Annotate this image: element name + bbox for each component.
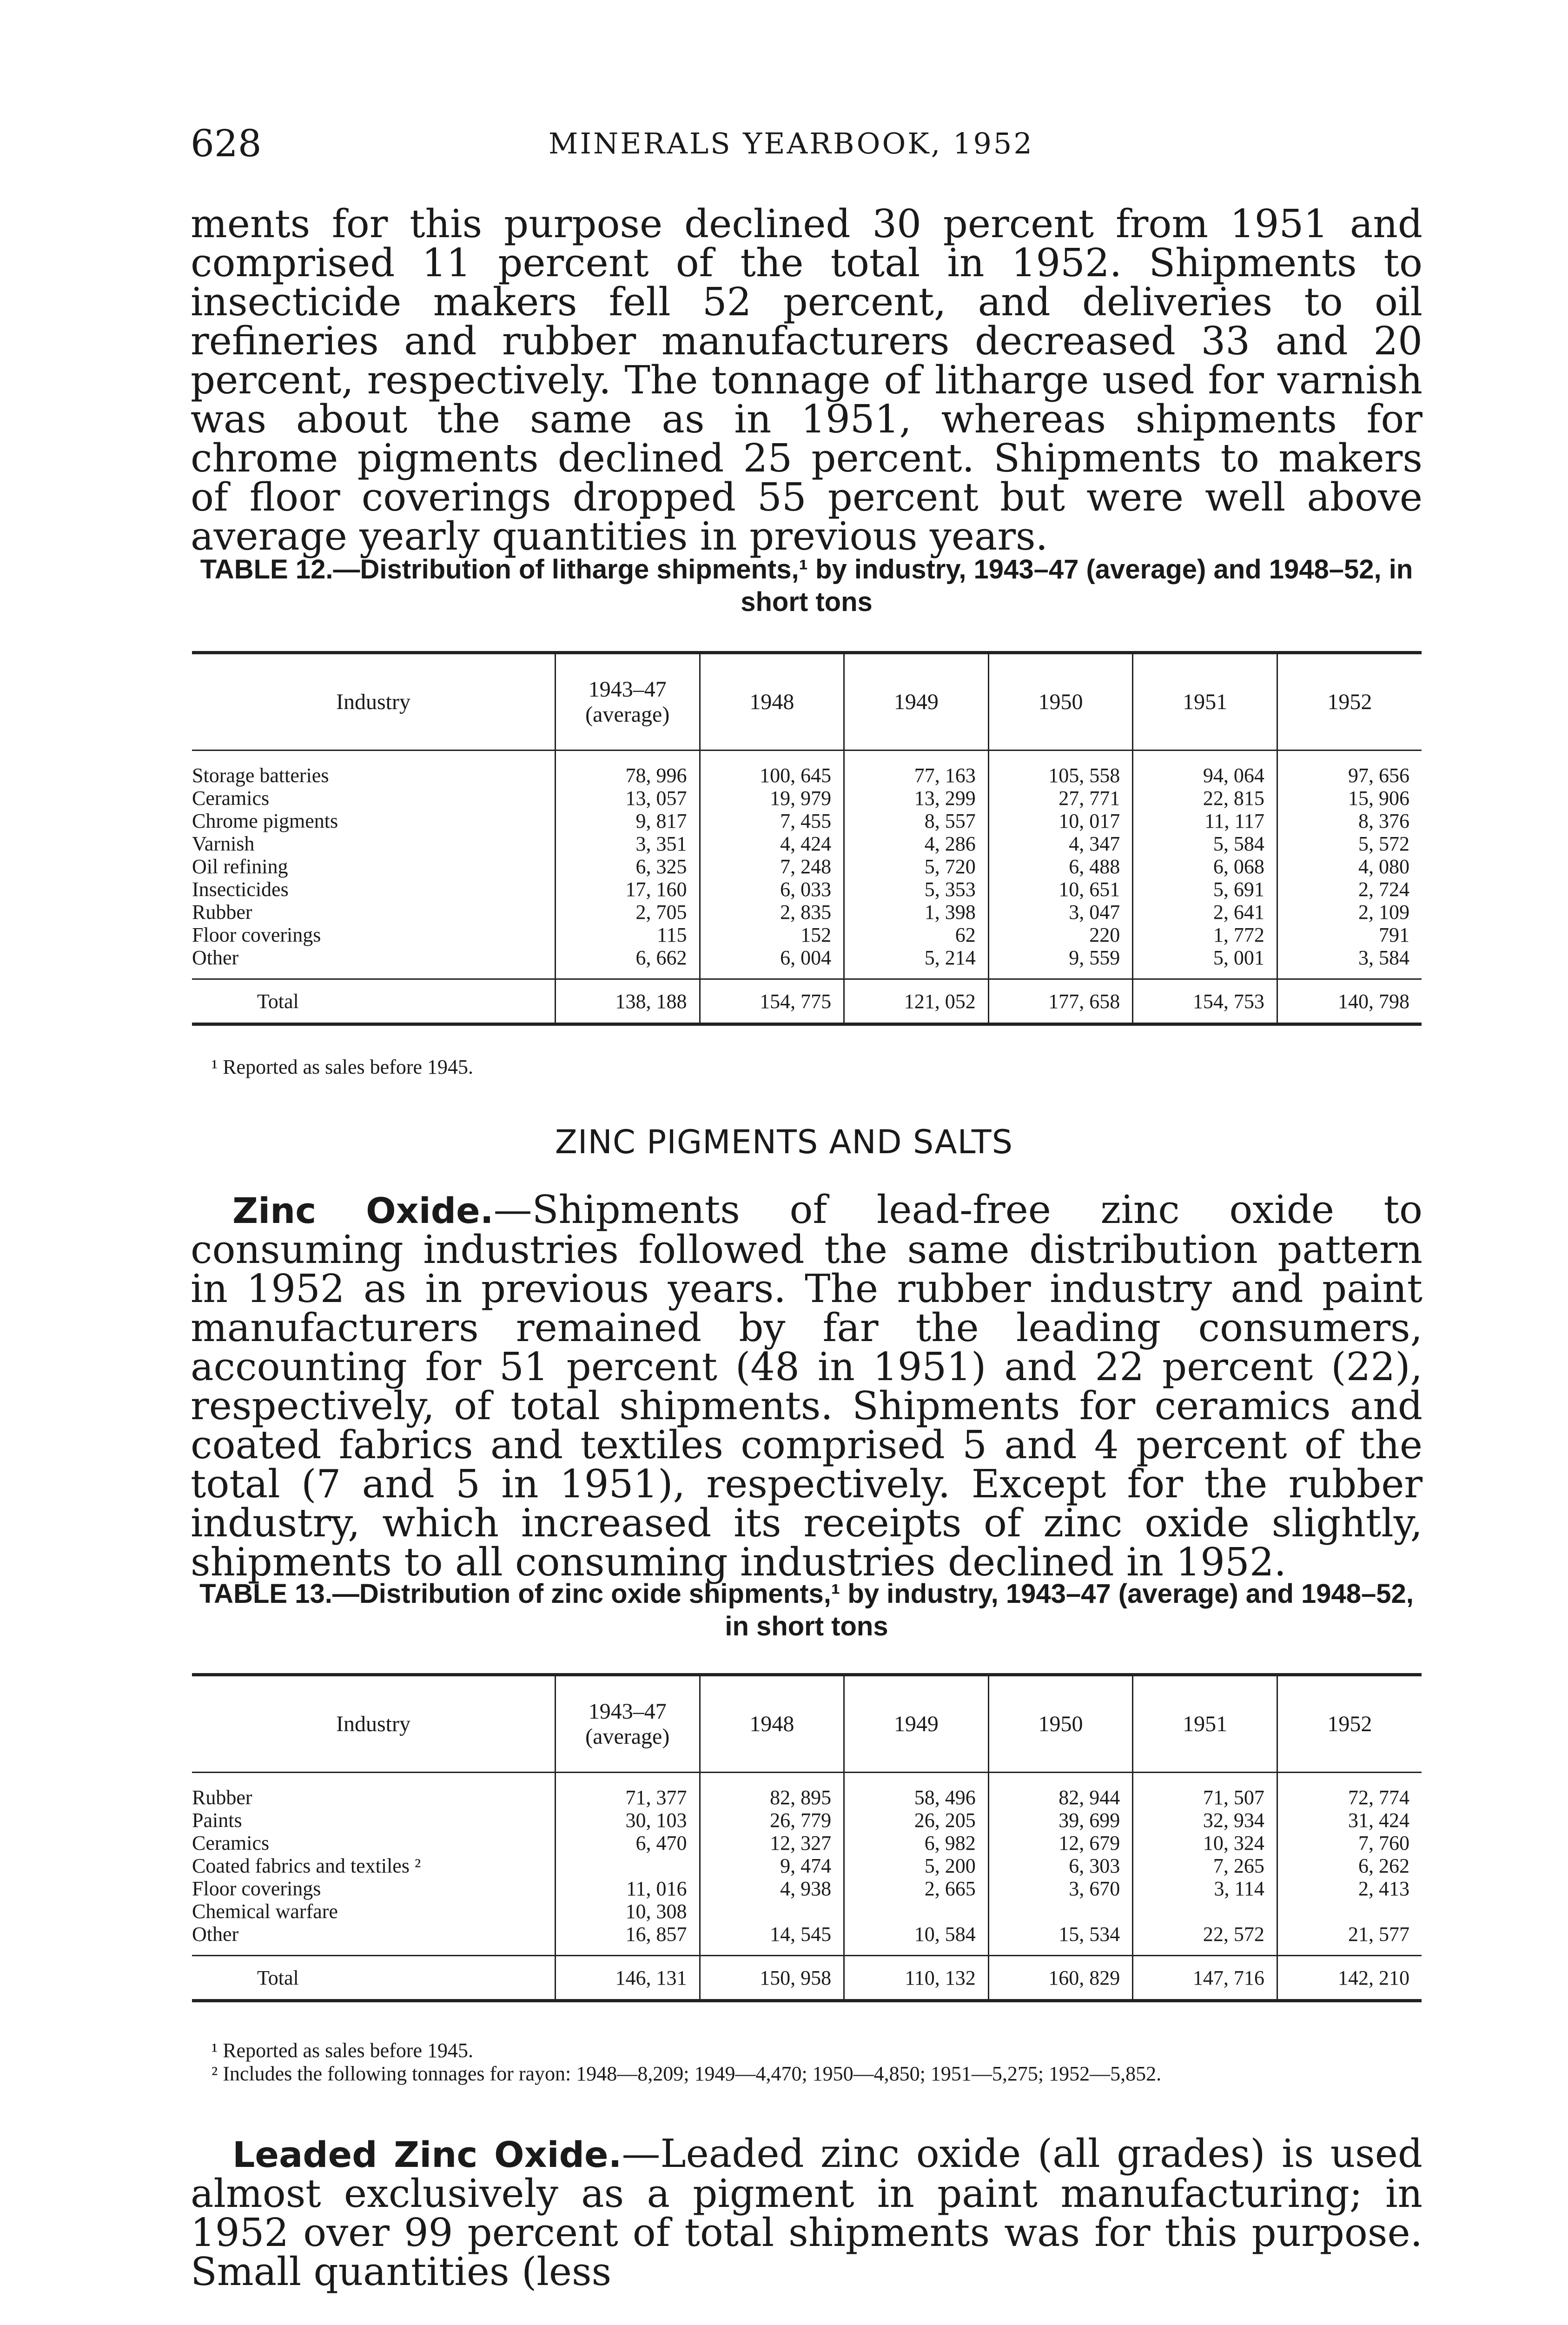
table-cell: 154, 775 <box>700 979 844 1024</box>
table12-footnote: ¹ Reported as sales before 1945. <box>212 1056 474 1078</box>
table-total-row <box>192 1956 1422 2001</box>
table-cell: 94, 064 <box>1133 751 1277 787</box>
table13-footnote-1: ¹ Reported as sales before 1945. <box>212 2039 474 2062</box>
table-cell: 7, 248 <box>700 855 844 878</box>
table-cell: Floor coverings <box>192 1877 321 1900</box>
table-cell: 71, 507 <box>1133 1773 1277 1809</box>
table-cell: Coated fabrics and textiles ² <box>192 1854 421 1877</box>
table-row <box>192 1877 1422 1900</box>
table-cell: 13, 057 <box>555 787 700 810</box>
table-cell: 160, 829 <box>988 1956 1133 2001</box>
table-cell: 15, 906 <box>1277 787 1422 810</box>
table-row <box>192 901 1422 923</box>
table-cell: 4, 424 <box>700 832 844 855</box>
column-header: 1943–47 (average) <box>555 653 700 751</box>
leaded-zinc-oxide-text: —Leaded zinc oxide (all grades) is used almost exclusively as a pigment in paint manufacturing; in 1952 over 99 percent of total shipments was for this purpose. Small quantities (less <box>191 2131 1422 2294</box>
table-cell: 5, 200 <box>844 1854 989 1877</box>
table-row <box>192 810 1422 832</box>
table-cell: 11, 016 <box>555 1877 700 1900</box>
table-cell: Varnish <box>192 832 255 855</box>
leaded-zinc-oxide-paragraph <box>191 2131 1422 2294</box>
table-cell: 58, 496 <box>844 1773 989 1809</box>
table12 <box>192 651 1422 1026</box>
table-cell: Storage batteries <box>192 764 329 787</box>
leaded-zinc-oxide-lead: Leaded Zinc Oxide. <box>232 2134 622 2175</box>
table-cell <box>555 1854 700 1877</box>
table-cell: 10, 651 <box>988 878 1133 901</box>
intro-paragraph: ments for this purpose declined 30 percent from 1951 and comprised 11 percent of the total in 1952. Shipments to insecticide makers fell 52 percent, and deliveries to oil refineries and rubber manufacturers decreased 33 and 20 percent, respectively. The tonnage of litharge used for varnish was about the same as in 1951, whereas shipments for chrome pigments declined 25 percent. Shipments to makers of floor coverings dropped 55 percent but were well above average yearly quantities in previous years. <box>191 201 1422 559</box>
table-cell: 2, 665 <box>844 1877 989 1900</box>
table-cell: 4, 286 <box>844 832 989 855</box>
table-row <box>192 1854 1422 1877</box>
table-cell: 121, 052 <box>844 979 989 1024</box>
table-cell <box>700 1900 844 1923</box>
table-cell: 3, 114 <box>1133 1877 1277 1900</box>
table-row <box>192 1832 1422 1854</box>
column-header: 1943–47 (average) <box>555 1675 700 1773</box>
table-cell: 2, 641 <box>1133 901 1277 923</box>
table-total-row <box>192 979 1422 1024</box>
table-cell: 2, 835 <box>700 901 844 923</box>
column-header: 1950 <box>988 1675 1133 1773</box>
table-cell: 9, 474 <box>700 1854 844 1877</box>
table-cell: 22, 572 <box>1133 1923 1277 1956</box>
table-cell: 5, 584 <box>1133 832 1277 855</box>
table-cell: 147, 716 <box>1133 1956 1277 2001</box>
table-cell: 7, 265 <box>1133 1854 1277 1877</box>
table-cell: 3, 351 <box>555 832 700 855</box>
table-cell: 19, 979 <box>700 787 844 810</box>
table-cell: 177, 658 <box>988 979 1133 1024</box>
table-cell: 2, 724 <box>1277 878 1422 901</box>
table-cell: Other <box>192 1923 239 1946</box>
zinc-oxide-text: —Shipments of lead-free zinc oxide to consuming industries followed the same distribution pattern in 1952 as in previous years. The rubber industry and paint manufacturers remained by far the leading consumers, accounting for 51 percent (48 in 1951) and 22 percent (22), respectively, of total shipments. Shipments for ceramics and coated fabrics and textiles comprised 5 and 4 percent of the total (7 and 5 in 1951), respectively. Except for the rubber industry, which increased its receipts of zinc oxide slightly, shipments to all consuming industries declined in 1952. <box>191 1187 1422 1585</box>
table-cell: Total <box>192 1956 555 2001</box>
table-cell: 154, 753 <box>1133 979 1277 1024</box>
table12-caption-text: —Distribution of litharge shipments,¹ by industry, 1943–47 (average) and 1948–52, in short tons <box>333 554 1413 617</box>
table-cell: 220 <box>988 923 1133 946</box>
table-row <box>192 855 1422 878</box>
table-cell: 1, 772 <box>1133 923 1277 946</box>
table-cell: 6, 262 <box>1277 1854 1422 1877</box>
table-row <box>192 1809 1422 1832</box>
table-cell <box>1133 1900 1277 1923</box>
table-row <box>192 923 1422 946</box>
zinc-oxide-lead: Zinc Oxide. <box>232 1190 494 1231</box>
table-cell: 9, 817 <box>555 810 700 832</box>
column-header: 1952 <box>1277 1675 1422 1773</box>
table13-caption <box>193 1578 1420 1643</box>
table-cell: 3, 584 <box>1277 946 1422 979</box>
table-cell: 142, 210 <box>1277 1956 1422 2001</box>
table-cell: 100, 645 <box>700 751 844 787</box>
table-cell: 13, 299 <box>844 787 989 810</box>
column-header: 1948 <box>700 1675 844 1773</box>
table-cell: 82, 895 <box>700 1773 844 1809</box>
table-cell <box>1277 1900 1422 1923</box>
table13 <box>192 1673 1422 2002</box>
table-cell: 10, 017 <box>988 810 1133 832</box>
table-cell: 6, 662 <box>555 946 700 979</box>
table-cell: 9, 559 <box>988 946 1133 979</box>
table-cell: 105, 558 <box>988 751 1133 787</box>
table-cell: 2, 109 <box>1277 901 1422 923</box>
table-cell: 791 <box>1277 923 1422 946</box>
table-cell: Rubber <box>192 901 252 923</box>
table-cell: 150, 958 <box>700 1956 844 2001</box>
table-cell: 31, 424 <box>1277 1809 1422 1832</box>
table-row <box>192 1773 1422 1809</box>
table-cell: 78, 996 <box>555 751 700 787</box>
table-row <box>192 946 1422 979</box>
table-cell: 2, 413 <box>1277 1877 1422 1900</box>
column-header: 1951 <box>1133 653 1277 751</box>
table-cell: 10, 584 <box>844 1923 989 1956</box>
table-row <box>192 787 1422 810</box>
running-title: MINERALS YEARBOOK, 1952 <box>549 126 1034 160</box>
table-cell: 30, 103 <box>555 1809 700 1832</box>
table-cell: 5, 572 <box>1277 832 1422 855</box>
table-cell: Ceramics <box>192 787 270 810</box>
table-cell: Rubber <box>192 1786 252 1809</box>
page-number: 628 <box>191 122 262 165</box>
table-cell: 4, 938 <box>700 1877 844 1900</box>
table-row <box>192 751 1422 787</box>
table-cell: 10, 324 <box>1133 1832 1277 1854</box>
table12-caption <box>193 553 1420 618</box>
table-cell: 6, 982 <box>844 1832 989 1854</box>
table-cell: 6, 303 <box>988 1854 1133 1877</box>
table-cell: 39, 699 <box>988 1809 1133 1832</box>
table-cell: 12, 327 <box>700 1832 844 1854</box>
table-cell: 6, 068 <box>1133 855 1277 878</box>
table-cell: Other <box>192 946 239 969</box>
table-cell: 4, 347 <box>988 832 1133 855</box>
table-cell: 152 <box>700 923 844 946</box>
table-cell: 77, 163 <box>844 751 989 787</box>
table-cell: 1, 398 <box>844 901 989 923</box>
table13-label: TABLE 13. <box>199 1579 332 1609</box>
column-header: 1951 <box>1133 1675 1277 1773</box>
table-cell: 12, 679 <box>988 1832 1133 1854</box>
table-cell: 5, 001 <box>1133 946 1277 979</box>
table-cell: 5, 691 <box>1133 878 1277 901</box>
table-cell: 22, 815 <box>1133 787 1277 810</box>
column-header: Industry <box>192 653 555 751</box>
table-cell: 26, 779 <box>700 1809 844 1832</box>
table-row <box>192 832 1422 855</box>
table-cell: 15, 534 <box>988 1923 1133 1956</box>
table-cell: 110, 132 <box>844 1956 989 2001</box>
table-cell: Chrome pigments <box>192 810 338 832</box>
table-cell: 6, 004 <box>700 946 844 979</box>
table-cell: 82, 944 <box>988 1773 1133 1809</box>
table-cell: 8, 376 <box>1277 810 1422 832</box>
table-cell: 2, 705 <box>555 901 700 923</box>
table-cell: 26, 205 <box>844 1809 989 1832</box>
table-cell: 6, 033 <box>700 878 844 901</box>
table-cell: 6, 470 <box>555 1832 700 1854</box>
table-cell: 62 <box>844 923 989 946</box>
table-cell: 140, 798 <box>1277 979 1422 1024</box>
table-cell: 32, 934 <box>1133 1809 1277 1832</box>
table-cell: 10, 308 <box>555 1900 700 1923</box>
table-cell: 5, 214 <box>844 946 989 979</box>
table-cell: Floor coverings <box>192 923 321 946</box>
table-cell: Paints <box>192 1809 242 1832</box>
table-cell: 17, 160 <box>555 878 700 901</box>
table-row <box>192 1923 1422 1956</box>
column-header: 1950 <box>988 653 1133 751</box>
table-cell: 7, 455 <box>700 810 844 832</box>
table-cell: 11, 117 <box>1133 810 1277 832</box>
table-cell: 6, 488 <box>988 855 1133 878</box>
table-row <box>192 878 1422 901</box>
table-cell: 3, 670 <box>988 1877 1133 1900</box>
table-cell: 4, 080 <box>1277 855 1422 878</box>
table13-caption-text: —Distribution of zinc oxide shipments,¹ by industry, 1943–47 (average) and 1948–52, in short tons <box>332 1579 1414 1641</box>
table-cell: 5, 720 <box>844 855 989 878</box>
table13-body <box>192 1773 1422 1956</box>
table-cell: 27, 771 <box>988 787 1133 810</box>
column-header: 1949 <box>844 1675 989 1773</box>
table-cell: 16, 857 <box>555 1923 700 1956</box>
table-cell: 138, 188 <box>555 979 700 1024</box>
table-cell: Insecticides <box>192 878 289 901</box>
section-heading: ZINC PIGMENTS AND SALTS <box>555 1123 1013 1161</box>
table-row <box>192 1900 1422 1923</box>
column-header: 1948 <box>700 653 844 751</box>
table-cell: 72, 774 <box>1277 1773 1422 1809</box>
table12-body <box>192 751 1422 979</box>
table-cell: 6, 325 <box>555 855 700 878</box>
table-cell: 7, 760 <box>1277 1832 1422 1854</box>
table-cell: 146, 131 <box>555 1956 700 2001</box>
table-cell: 3, 047 <box>988 901 1133 923</box>
table-cell <box>988 1900 1133 1923</box>
table-cell: 71, 377 <box>555 1773 700 1809</box>
table-cell: Ceramics <box>192 1832 270 1854</box>
table-cell: 21, 577 <box>1277 1923 1422 1956</box>
table-cell: 97, 656 <box>1277 751 1422 787</box>
table-cell: Total <box>192 979 555 1024</box>
table-cell: 115 <box>555 923 700 946</box>
table-cell: Chemical warfare <box>192 1900 338 1923</box>
zinc-oxide-paragraph <box>191 1187 1422 1585</box>
column-header: Industry <box>192 1675 555 1773</box>
column-header: 1952 <box>1277 653 1422 751</box>
column-header: 1949 <box>844 653 989 751</box>
table-cell: 5, 353 <box>844 878 989 901</box>
table-cell <box>844 1900 989 1923</box>
table12-label: TABLE 12. <box>200 554 333 585</box>
table-cell: 14, 545 <box>700 1923 844 1956</box>
table13-footnote-2: ² Includes the following tonnages for rayon: 1948—8,209; 1949—4,470; 1950—4,850; 1951—5,275; 1952—5,852. <box>212 2062 1162 2085</box>
table-cell: Oil refining <box>192 855 288 878</box>
table-cell: 8, 557 <box>844 810 989 832</box>
